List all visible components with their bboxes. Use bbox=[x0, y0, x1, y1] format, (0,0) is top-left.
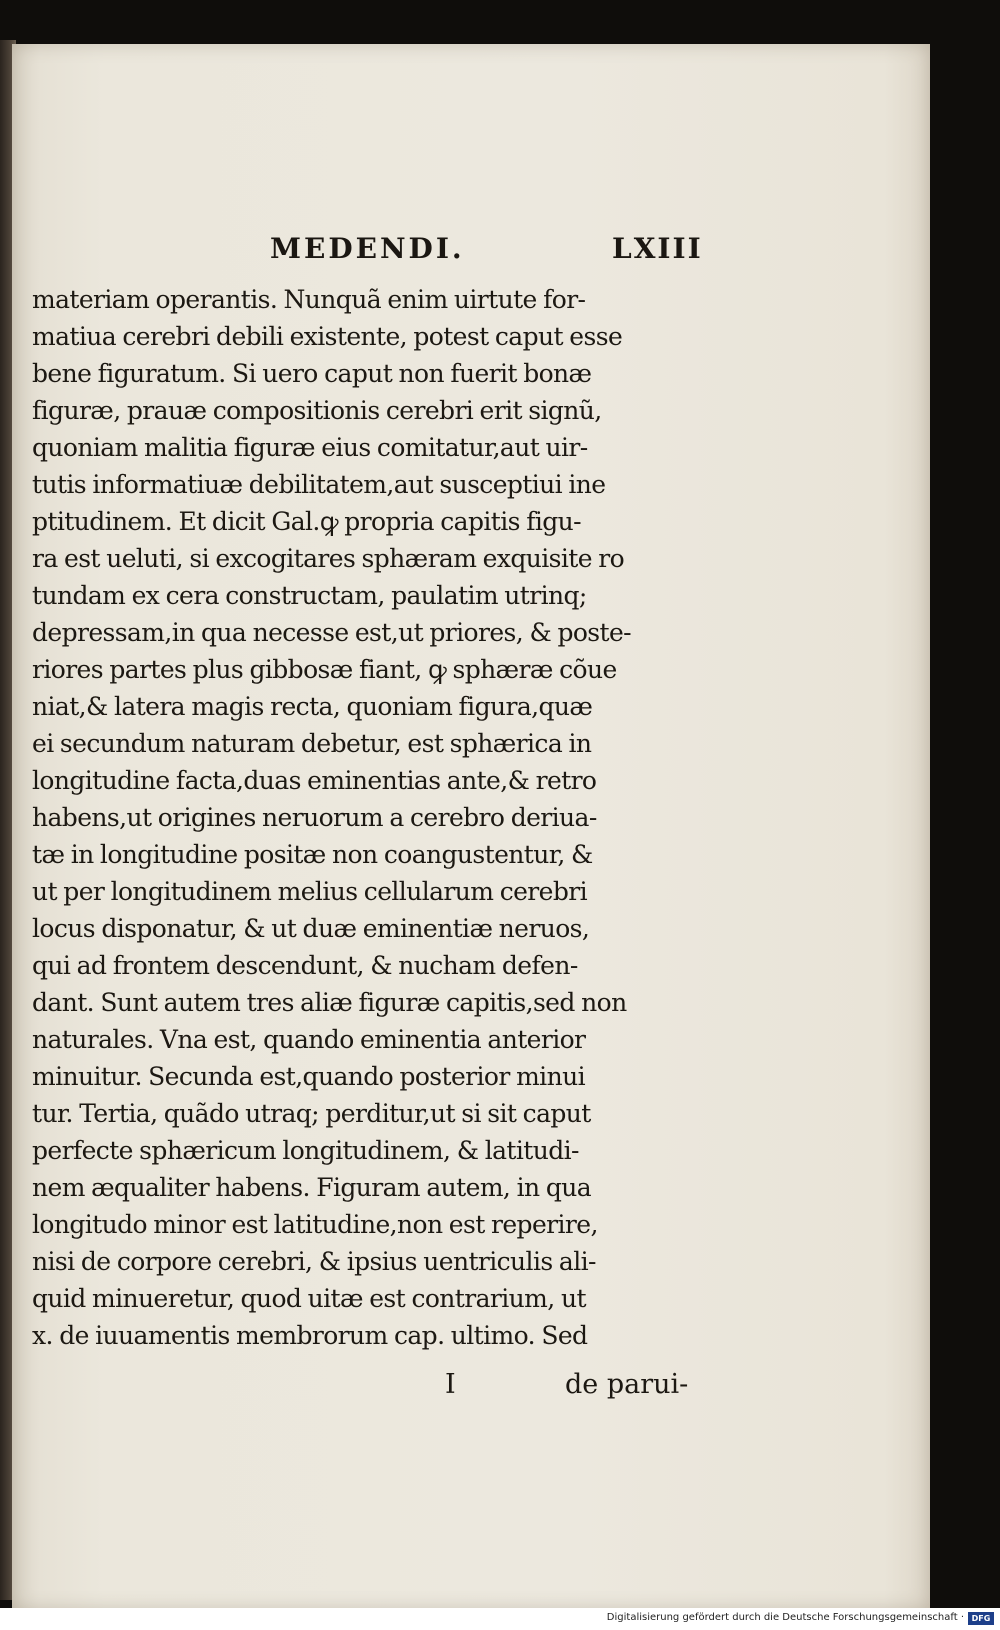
text-line: longitudo minor est latitudine,non est reperire, bbox=[32, 1210, 598, 1239]
funding-note: Digitalisierung gefördert durch die Deutsche Forschungsgemeinschaft · bbox=[606, 1612, 964, 1623]
text-line: tutis informatiuæ debilitatem,aut susceptiui ine bbox=[32, 470, 606, 499]
text-line: perfecte sphæricum longitudinem, & latitudi‑ bbox=[32, 1136, 579, 1165]
text-line: ei secundum naturam debetur, est sphærica in bbox=[32, 729, 592, 758]
body-text bbox=[32, 281, 712, 1354]
text-line: naturales. Vna est, quando eminentia anterior bbox=[32, 1025, 586, 1054]
signature-mark: I bbox=[445, 1369, 456, 1400]
text-line: x. de iuuamentis membrorum cap. ultimo. Sed bbox=[32, 1321, 588, 1350]
text-line: habens,ut origines neruorum a cerebro deriua‑ bbox=[32, 803, 597, 832]
text-line: riores partes plus gibbosæ fiant, ꝙ sphæræ cõue bbox=[32, 655, 617, 684]
text-line: ra est ueluti, si excogitares sphæram exquisite ro bbox=[32, 544, 625, 573]
book-page bbox=[12, 44, 930, 1610]
text-line: dant. Sunt autem tres aliæ figuræ capitis,sed non bbox=[32, 988, 627, 1017]
text-line: niat,& latera magis recta, quoniam figura,quæ bbox=[32, 692, 593, 721]
text-line: tæ in longitudine positæ non coangustentur, & bbox=[32, 840, 593, 869]
text-line: nisi de corpore cerebri, & ipsius uentriculis ali‑ bbox=[32, 1247, 596, 1276]
text-line: materiam operantis. Nunquã enim uirtute for‑ bbox=[32, 285, 586, 314]
text-line: figuræ, prauæ compositionis cerebri erit signũ, bbox=[32, 396, 602, 425]
digitization-footer bbox=[0, 1608, 1000, 1630]
text-line: nem æqualiter habens. Figuram autem, in qua bbox=[32, 1173, 592, 1202]
text-line: tundam ex cera constructam, paulatim utrinq; bbox=[32, 581, 587, 610]
folio-number: LXIII bbox=[612, 232, 703, 265]
catchline bbox=[12, 1369, 712, 1409]
text-line: ptitudinem. Et dicit Gal.ꝙ propria capitis figu‑ bbox=[32, 507, 581, 536]
text-line: bene figuratum. Si uero caput non fuerit bonæ bbox=[32, 359, 592, 388]
text-line: ut per longitudinem melius cellularum cerebri bbox=[32, 877, 587, 906]
text-line: minuitur. Secunda est,quando posterior minui bbox=[32, 1062, 585, 1091]
text-line: tur. Tertia, quãdo utraq; perditur,ut si sit caput bbox=[32, 1099, 591, 1128]
text-line: longitudine facta,duas eminentias ante,& retro bbox=[32, 766, 597, 795]
text-line: quid minueretur, quod uitæ est contrarium, ut bbox=[32, 1284, 586, 1313]
catchword: de parui‑ bbox=[565, 1369, 689, 1400]
dfg-logo-icon bbox=[968, 1612, 994, 1625]
text-line: qui ad frontem descendunt, & nucham defen‑ bbox=[32, 951, 578, 980]
text-line: depressam,in qua necesse est,ut priores, & poste‑ bbox=[32, 618, 632, 647]
dfg-logo-text: DFG bbox=[971, 1614, 991, 1623]
text-line: matiua cerebri debili existente, potest caput esse bbox=[32, 322, 623, 351]
text-line: quoniam malitia figuræ eius comitatur,aut uir‑ bbox=[32, 433, 588, 462]
running-head bbox=[12, 232, 702, 272]
text-line: locus disponatur, & ut duæ eminentiæ neruos, bbox=[32, 914, 590, 943]
running-head-title: MEDENDI. bbox=[270, 232, 465, 265]
